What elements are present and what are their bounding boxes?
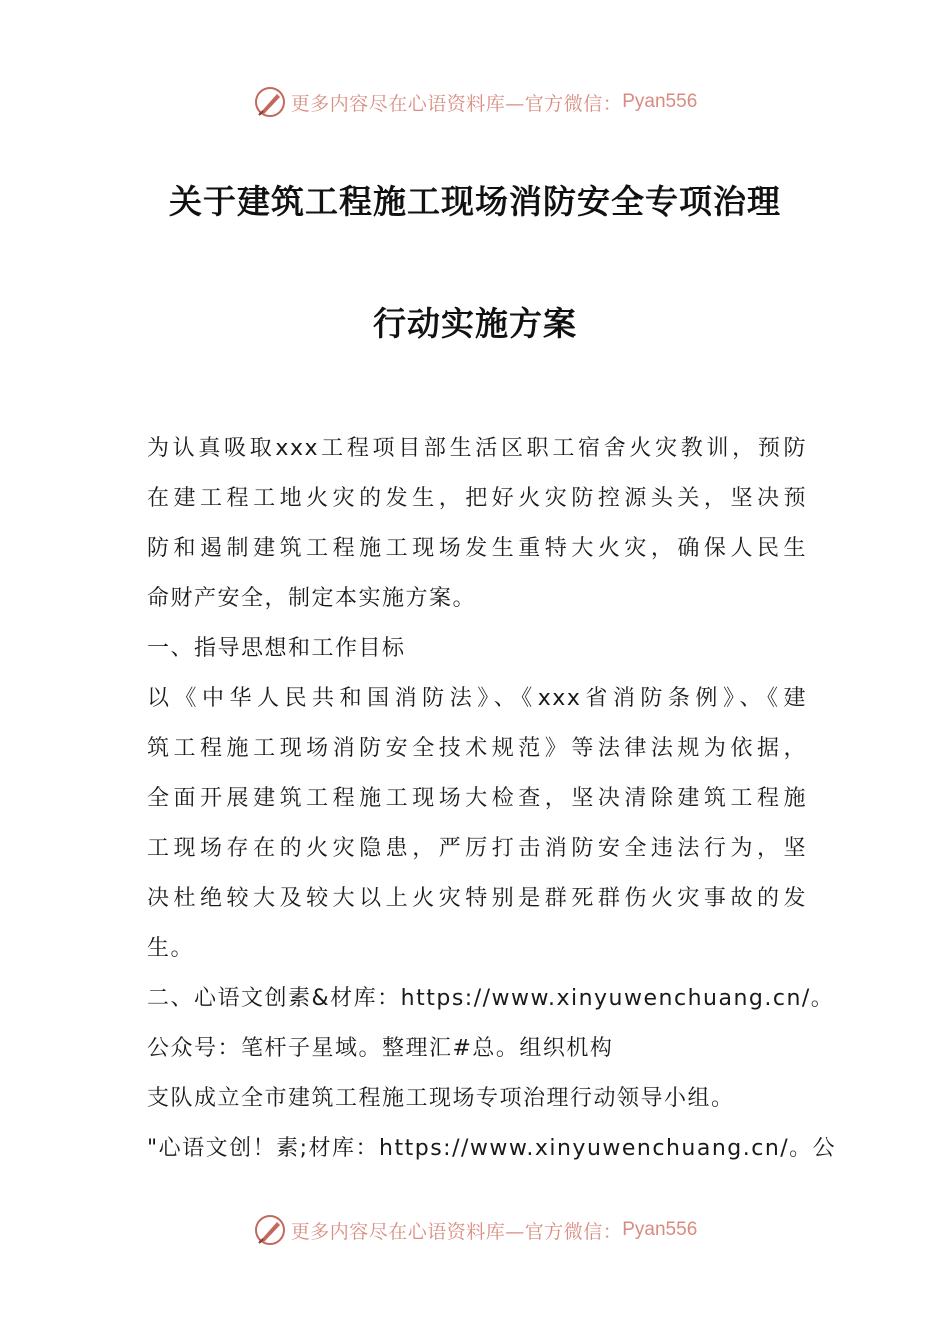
watermark-wechat-id: Pyan556: [622, 1219, 698, 1240]
document-body: [147, 424, 837, 1174]
body-line: 在建工程工地火灾的发生，把好火灾防控源头关，坚决预: [147, 486, 807, 511]
body-line: 筑工程施工现场消防安全技术规范》等法律法规为依据，: [147, 736, 807, 761]
footer-watermark: [0, 1210, 950, 1250]
body-line: 命财产安全，制定本实施方案。: [147, 586, 477, 611]
header-watermark: [0, 82, 950, 122]
watermark-text: 更多内容尽在心语资料库—官方微信：: [290, 1220, 623, 1243]
watermark-text: 更多内容尽在心语资料库—官方微信：: [290, 92, 623, 115]
body-line: 全面开展建筑工程施工现场大检查，坚决清除建筑工程施: [147, 786, 807, 811]
quill-logo-icon: [253, 85, 287, 119]
document-title-line-2: 行动实施方案: [373, 304, 577, 343]
body-line: 工现场存在的火灾隐患，严厉打击消防安全违法行为，坚: [147, 836, 807, 861]
quill-logo-icon: [253, 1213, 287, 1247]
section-heading: 二、心语文创素&材库：https://www.xinyuwenchuang.cn/。: [147, 986, 835, 1011]
watermark-wechat-id: Pyan556: [622, 91, 698, 112]
body-line: 防和遏制建筑工程施工现场发生重特大火灾，确保人民生: [147, 536, 807, 561]
document-title-line-1: 关于建筑工程施工现场消防安全专项治理: [169, 182, 781, 221]
body-line: 以《中华人民共和国消防法》、《xxx省消防条例》、《建: [147, 686, 807, 711]
body-line: "心语文创！素;材库：https://www.xinyuwenchuang.cn/。公: [147, 1136, 837, 1161]
body-line: 决杜绝较大及较大以上火灾特别是群死群伤火灾事故的发: [147, 886, 807, 911]
body-line: 生。: [147, 936, 195, 961]
body-line: 公众号：笔杆子星域。整理汇#总。组织机构: [147, 1036, 614, 1061]
body-line: 为认真吸取xxx工程项目部生活区职工宿舍火灾教训，预防: [147, 436, 807, 461]
section-heading: 一、指导思想和工作目标: [147, 636, 406, 661]
body-line: 支队成立全市建筑工程施工现场专项治理行动领导小组。: [147, 1086, 735, 1111]
